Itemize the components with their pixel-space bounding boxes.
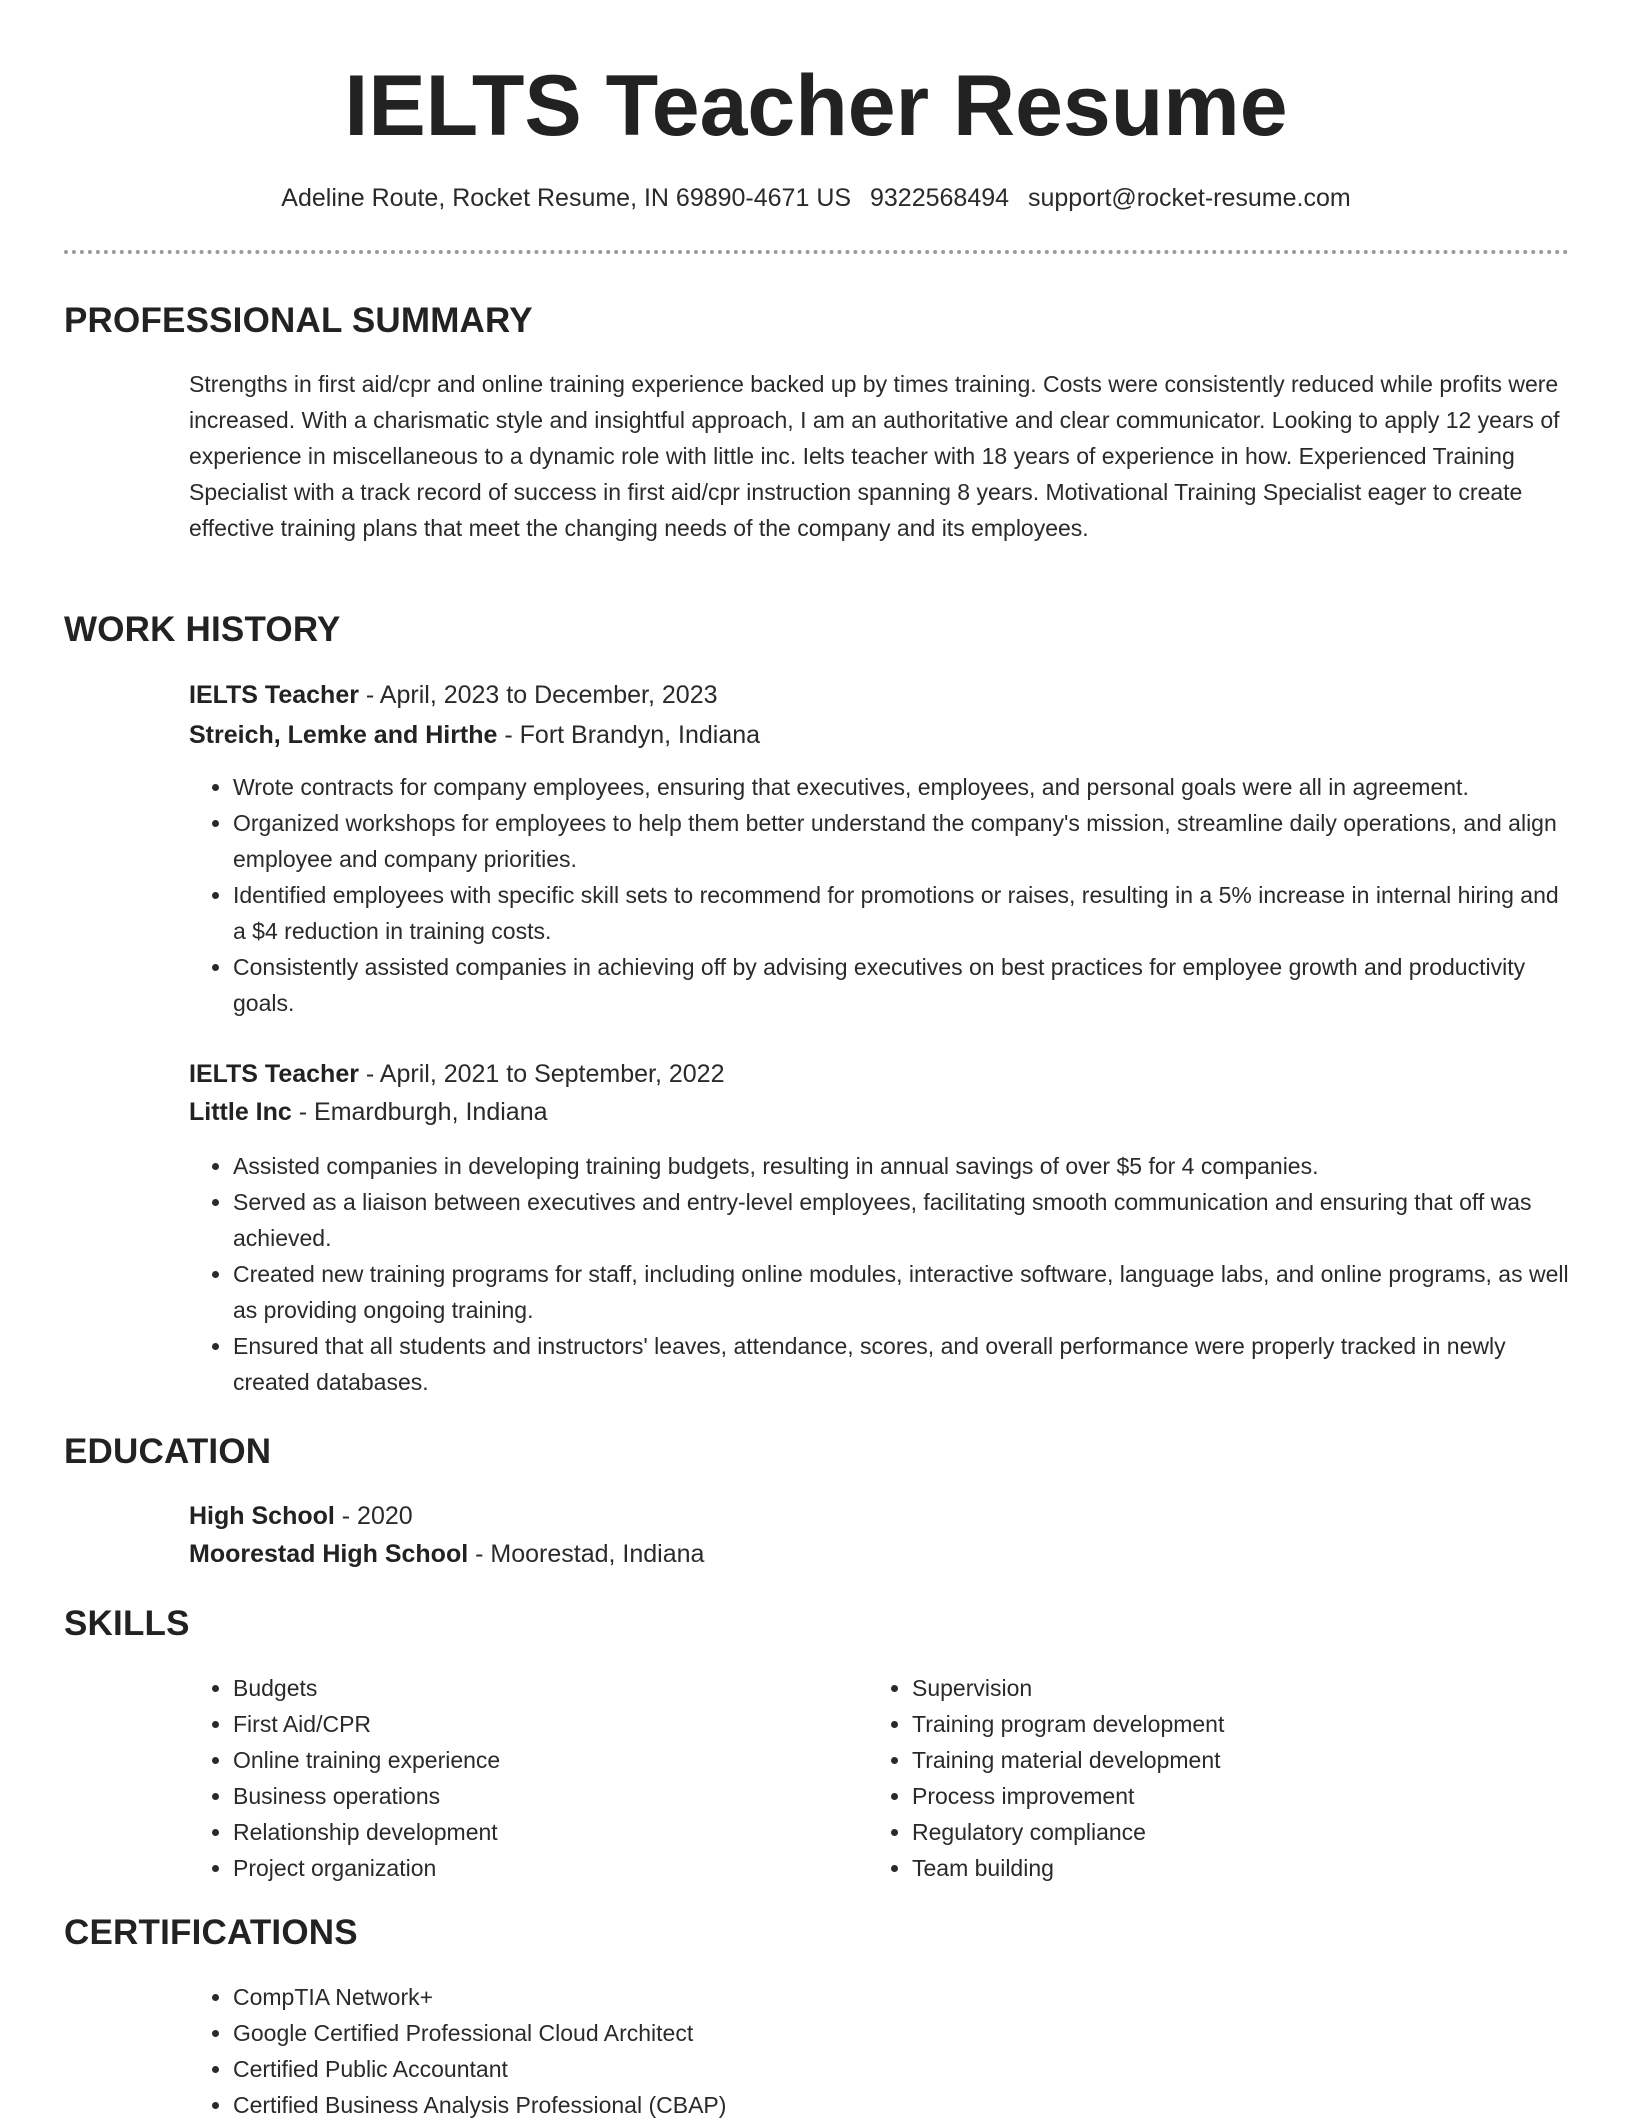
work-history-heading: WORK HISTORY: [64, 610, 341, 649]
job-company: Little Inc: [189, 1098, 292, 1126]
page-title: IELTS Teacher Resume: [344, 58, 1288, 154]
skills-heading: SKILLS: [64, 1604, 190, 1643]
job-location: - Fort Brandyn, Indiana: [497, 721, 761, 749]
list-item: • Online training experience: [233, 1742, 829, 1778]
job-title: IELTS Teacher: [189, 1060, 359, 1088]
list-item: • Relationship development: [233, 1814, 829, 1850]
job-title: IELTS Teacher: [189, 681, 359, 709]
job-dates: - April, 2023 to December, 2023: [358, 681, 718, 709]
list-item: • Organized workshops for employees to help them better understand the company's mission, streamline daily operations, and align employee and company priorities.: [233, 805, 1569, 877]
job-dates: - April, 2021 to September, 2022: [358, 1060, 725, 1088]
list-item: • Certified Public Accountant: [233, 2051, 1569, 2087]
education-heading: EDUCATION: [64, 1432, 272, 1471]
list-item: • Supervision: [912, 1670, 1508, 1706]
certifications-list: [189, 1979, 1569, 2123]
list-item: • Training material development: [912, 1742, 1508, 1778]
list-item: • First Aid/CPR: [233, 1706, 829, 1742]
list-item: • Identified employees with specific skill sets to recommend for promotions or raises, resulting in a 5% increase in internal hiring and a $4 reduction in training costs.: [233, 877, 1569, 949]
list-item: • Certified Business Analysis Professional (CBAP): [233, 2087, 1569, 2123]
contact-email: support@rocket-resume.com: [1028, 184, 1351, 212]
skills-list-left: [189, 1670, 829, 1886]
list-item: • Served as a liaison between executives and entry-level employees, facilitating smooth communication and ensuring that off was achieved.: [233, 1184, 1569, 1256]
summary-text: Strengths in first aid/cpr and online training experience backed up by times training. Costs were consistently reduced while profits were increased. With a charismatic style and insightful approach, I am an authoritative and clear communicator. Looking to apply 12 years of experience in miscellaneous to a dynamic role with little inc. Ielts teacher with 18 years of experience in how. Experienced Training Specialist with a track record of success in first aid/cpr instruction spanning 8 years. Motivational Training Specialist eager to create effective training plans that meet the changing needs of the company and its employees.: [189, 371, 1560, 541]
list-item: • Regulatory compliance: [912, 1814, 1508, 1850]
list-item: • Training program development: [912, 1706, 1508, 1742]
job-bullets: [189, 769, 1569, 1021]
list-item: • Ensured that all students and instructors' leaves, attendance, scores, and overall performance were properly tracked in newly created databases.: [233, 1328, 1569, 1400]
list-item: • Team building: [912, 1850, 1508, 1886]
contact-address: Adeline Route, Rocket Resume, IN 69890-4671 US: [281, 184, 852, 212]
header-divider: [64, 250, 1569, 254]
education-school: Moorestad High School: [189, 1540, 469, 1568]
education-degree-line: [189, 1498, 413, 1534]
list-item: • Business operations: [233, 1778, 829, 1814]
job-title-line: [189, 677, 718, 713]
job-title-line: [189, 1056, 724, 1092]
list-item: • CompTIA Network+: [233, 1979, 1569, 2015]
summary-heading: PROFESSIONAL SUMMARY: [64, 301, 533, 340]
list-item: • Budgets: [233, 1670, 829, 1706]
job-bullets: [189, 1148, 1569, 1400]
education-school-line: [189, 1536, 704, 1572]
job-company: Streich, Lemke and Hirthe: [189, 721, 498, 749]
list-item: • Created new training programs for staff, including online modules, interactive software, language labs, and online programs, as well as providing ongoing training.: [233, 1256, 1569, 1328]
list-item: • Project organization: [233, 1850, 829, 1886]
education-year: - 2020: [334, 1502, 413, 1530]
list-item: • Process improvement: [912, 1778, 1508, 1814]
contact-phone: 9322568494: [870, 184, 1010, 212]
job-location: - Emardburgh, Indiana: [291, 1098, 548, 1126]
job-company-line: [189, 717, 760, 753]
list-item: • Assisted companies in developing training budgets, resulting in annual savings of over $5 for 4 companies.: [233, 1148, 1569, 1184]
education-degree: High School: [189, 1502, 335, 1530]
job-company-line: [189, 1094, 548, 1130]
skills-list-right: [868, 1670, 1508, 1886]
education-location: - Moorestad, Indiana: [468, 1540, 705, 1568]
contact-line: [0, 180, 1632, 216]
certifications-heading: CERTIFICATIONS: [64, 1913, 358, 1952]
list-item: • Google Certified Professional Cloud Architect: [233, 2015, 1569, 2051]
list-item: • Wrote contracts for company employees, ensuring that executives, employees, and personal goals were all in agreement.: [233, 769, 1569, 805]
list-item: • Consistently assisted companies in achieving off by advising executives on best practices for employee growth and productivity goals.: [233, 949, 1569, 1021]
